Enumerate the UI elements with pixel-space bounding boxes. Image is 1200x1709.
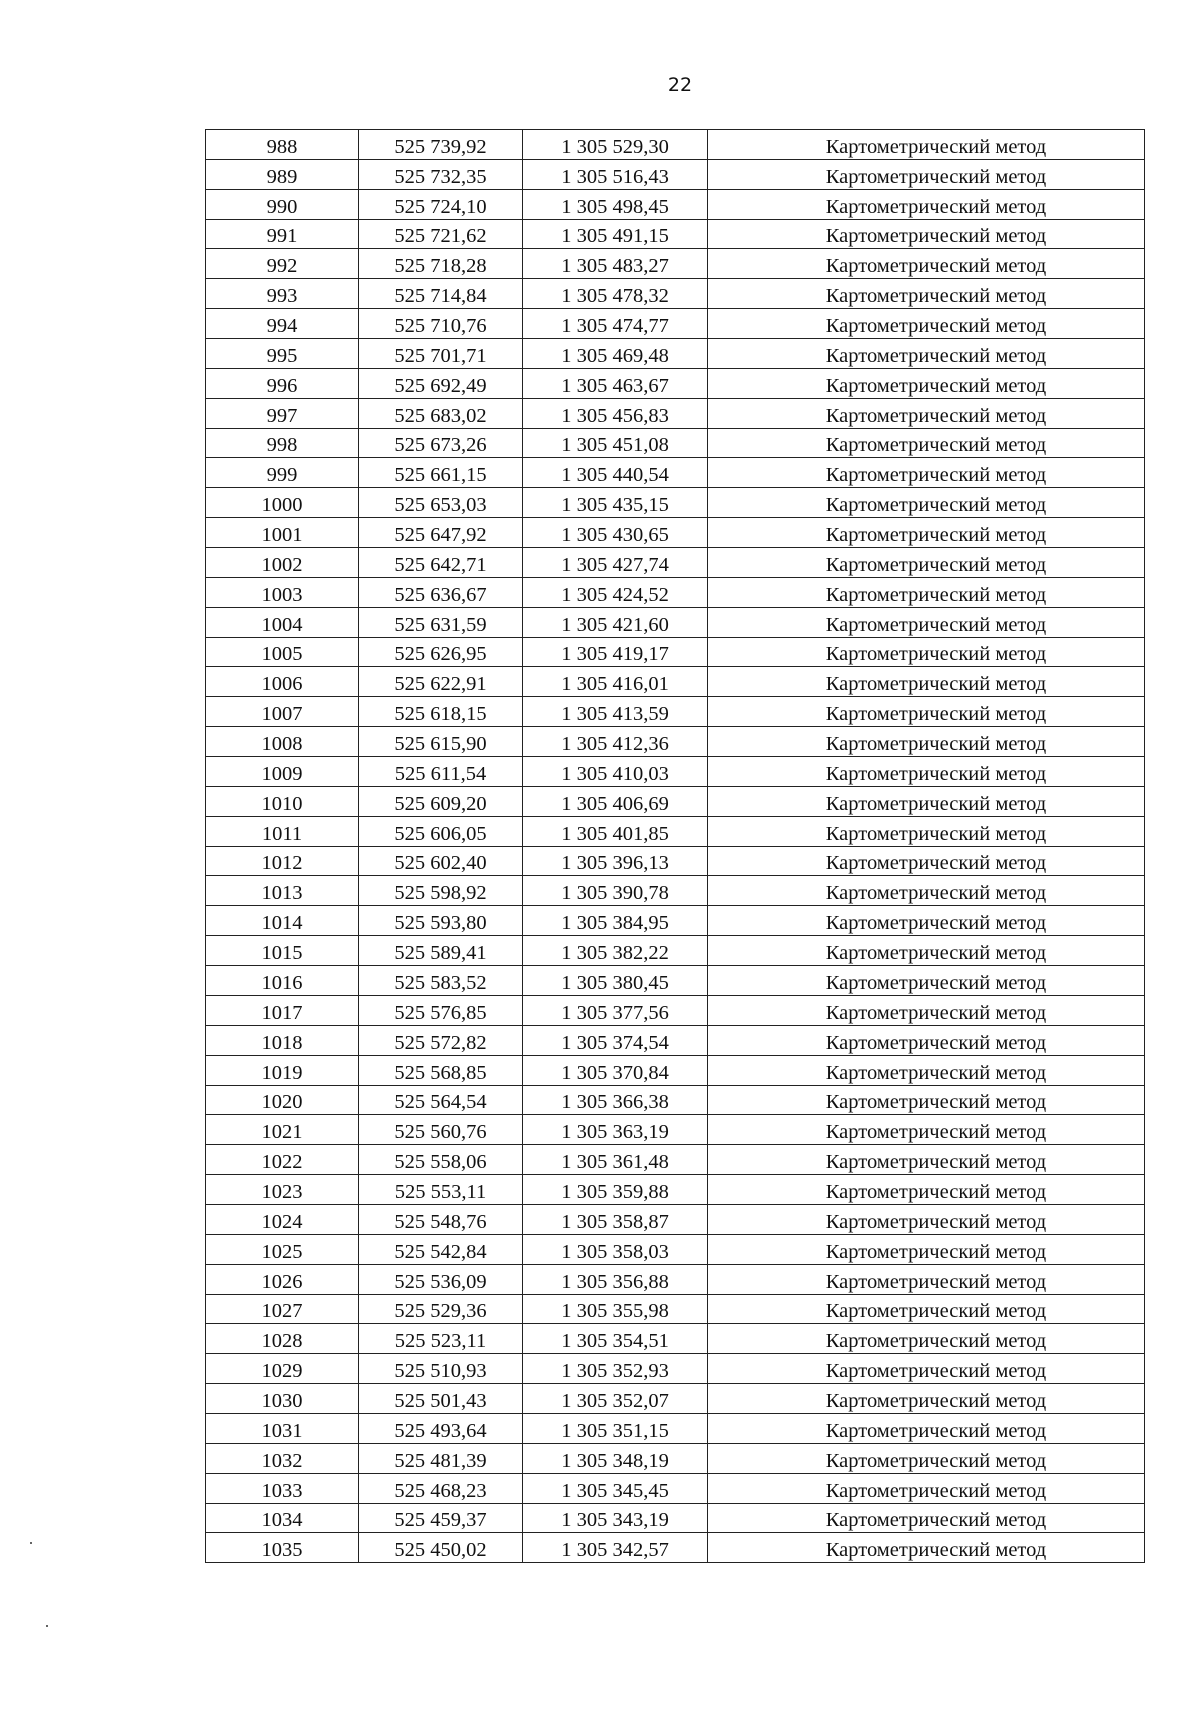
x-coordinate-cell: 525 618,15 xyxy=(359,697,523,727)
table-row xyxy=(206,577,1145,607)
y-coordinate-cell: 1 305 396,13 xyxy=(523,846,708,876)
table-row xyxy=(206,458,1145,488)
x-coordinate-cell: 525 606,05 xyxy=(359,816,523,846)
method-cell: Картометрический метод xyxy=(708,1413,1145,1443)
y-coordinate-cell: 1 305 382,22 xyxy=(523,936,708,966)
table-row xyxy=(206,130,1145,160)
y-coordinate-cell: 1 305 435,15 xyxy=(523,488,708,518)
y-coordinate-cell: 1 305 430,65 xyxy=(523,518,708,548)
table-row xyxy=(206,846,1145,876)
method-cell: Картометрический метод xyxy=(708,1384,1145,1414)
x-coordinate-cell: 525 536,09 xyxy=(359,1264,523,1294)
y-coordinate-cell: 1 305 352,93 xyxy=(523,1354,708,1384)
y-coordinate-cell: 1 305 352,07 xyxy=(523,1384,708,1414)
table-row xyxy=(206,1443,1145,1473)
table-row xyxy=(206,189,1145,219)
table-row xyxy=(206,786,1145,816)
point-number-cell: 1007 xyxy=(206,697,359,727)
table-row xyxy=(206,1533,1145,1563)
y-coordinate-cell: 1 305 498,45 xyxy=(523,189,708,219)
x-coordinate-cell: 525 642,71 xyxy=(359,548,523,578)
table-row xyxy=(206,249,1145,279)
table-row xyxy=(206,637,1145,667)
table-row xyxy=(206,816,1145,846)
point-number-cell: 994 xyxy=(206,309,359,339)
point-number-cell: 1033 xyxy=(206,1473,359,1503)
point-number-cell: 1026 xyxy=(206,1264,359,1294)
table-row xyxy=(206,876,1145,906)
method-cell: Картометрический метод xyxy=(708,548,1145,578)
point-number-cell: 1023 xyxy=(206,1175,359,1205)
table-row xyxy=(206,548,1145,578)
table-row xyxy=(206,219,1145,249)
method-cell: Картометрический метод xyxy=(708,488,1145,518)
table-row xyxy=(206,1324,1145,1354)
y-coordinate-cell: 1 305 343,19 xyxy=(523,1503,708,1533)
point-number-cell: 1025 xyxy=(206,1234,359,1264)
table-row xyxy=(206,1413,1145,1443)
method-cell: Картометрический метод xyxy=(708,1085,1145,1115)
method-cell: Картометрический метод xyxy=(708,189,1145,219)
y-coordinate-cell: 1 305 463,67 xyxy=(523,368,708,398)
point-number-cell: 1008 xyxy=(206,727,359,757)
x-coordinate-cell: 525 560,76 xyxy=(359,1115,523,1145)
method-cell: Картометрический метод xyxy=(708,1025,1145,1055)
method-cell: Картометрический метод xyxy=(708,219,1145,249)
method-cell: Картометрический метод xyxy=(708,607,1145,637)
y-coordinate-cell: 1 305 363,19 xyxy=(523,1115,708,1145)
table-row xyxy=(206,159,1145,189)
y-coordinate-cell: 1 305 456,83 xyxy=(523,398,708,428)
y-coordinate-cell: 1 305 440,54 xyxy=(523,458,708,488)
point-number-cell: 1011 xyxy=(206,816,359,846)
y-coordinate-cell: 1 305 359,88 xyxy=(523,1175,708,1205)
y-coordinate-cell: 1 305 384,95 xyxy=(523,906,708,936)
y-coordinate-cell: 1 305 366,38 xyxy=(523,1085,708,1115)
x-coordinate-cell: 525 683,02 xyxy=(359,398,523,428)
method-cell: Картометрический метод xyxy=(708,697,1145,727)
y-coordinate-cell: 1 305 348,19 xyxy=(523,1443,708,1473)
y-coordinate-cell: 1 305 410,03 xyxy=(523,757,708,787)
method-cell: Картометрический метод xyxy=(708,846,1145,876)
point-number-cell: 1031 xyxy=(206,1413,359,1443)
x-coordinate-cell: 525 622,91 xyxy=(359,667,523,697)
y-coordinate-cell: 1 305 416,01 xyxy=(523,667,708,697)
method-cell: Картометрический метод xyxy=(708,518,1145,548)
point-number-cell: 1022 xyxy=(206,1145,359,1175)
y-coordinate-cell: 1 305 390,78 xyxy=(523,876,708,906)
point-number-cell: 1034 xyxy=(206,1503,359,1533)
point-number-cell: 1018 xyxy=(206,1025,359,1055)
scan-speck xyxy=(30,1542,32,1544)
x-coordinate-cell: 525 673,26 xyxy=(359,428,523,458)
x-coordinate-cell: 525 542,84 xyxy=(359,1234,523,1264)
y-coordinate-cell: 1 305 401,85 xyxy=(523,816,708,846)
point-number-cell: 1020 xyxy=(206,1085,359,1115)
x-coordinate-cell: 525 611,54 xyxy=(359,757,523,787)
method-cell: Картометрический метод xyxy=(708,1145,1145,1175)
method-cell: Картометрический метод xyxy=(708,249,1145,279)
x-coordinate-cell: 525 450,02 xyxy=(359,1533,523,1563)
y-coordinate-cell: 1 305 406,69 xyxy=(523,786,708,816)
method-cell: Картометрический метод xyxy=(708,727,1145,757)
method-cell: Картометрический метод xyxy=(708,1264,1145,1294)
method-cell: Картометрический метод xyxy=(708,1503,1145,1533)
y-coordinate-cell: 1 305 342,57 xyxy=(523,1533,708,1563)
x-coordinate-cell: 525 468,23 xyxy=(359,1473,523,1503)
x-coordinate-cell: 525 510,93 xyxy=(359,1354,523,1384)
coordinates-table-body xyxy=(206,130,1145,1563)
x-coordinate-cell: 525 568,85 xyxy=(359,1055,523,1085)
x-coordinate-cell: 525 718,28 xyxy=(359,249,523,279)
x-coordinate-cell: 525 626,95 xyxy=(359,637,523,667)
method-cell: Картометрический метод xyxy=(708,339,1145,369)
table-row xyxy=(206,1115,1145,1145)
method-cell: Картометрический метод xyxy=(708,398,1145,428)
method-cell: Картометрический метод xyxy=(708,279,1145,309)
point-number-cell: 1024 xyxy=(206,1204,359,1234)
method-cell: Картометрический метод xyxy=(708,667,1145,697)
point-number-cell: 1029 xyxy=(206,1354,359,1384)
table-row xyxy=(206,1294,1145,1324)
method-cell: Картометрический метод xyxy=(708,906,1145,936)
y-coordinate-cell: 1 305 354,51 xyxy=(523,1324,708,1354)
table-row xyxy=(206,398,1145,428)
method-cell: Картометрический метод xyxy=(708,1204,1145,1234)
x-coordinate-cell: 525 589,41 xyxy=(359,936,523,966)
table-row xyxy=(206,1354,1145,1384)
x-coordinate-cell: 525 548,76 xyxy=(359,1204,523,1234)
table-row xyxy=(206,936,1145,966)
point-number-cell: 993 xyxy=(206,279,359,309)
point-number-cell: 1015 xyxy=(206,936,359,966)
x-coordinate-cell: 525 558,06 xyxy=(359,1145,523,1175)
table-row xyxy=(206,488,1145,518)
point-number-cell: 1010 xyxy=(206,786,359,816)
y-coordinate-cell: 1 305 474,77 xyxy=(523,309,708,339)
table-row xyxy=(206,757,1145,787)
point-number-cell: 1030 xyxy=(206,1384,359,1414)
y-coordinate-cell: 1 305 491,15 xyxy=(523,219,708,249)
table-row xyxy=(206,966,1145,996)
method-cell: Картометрический метод xyxy=(708,637,1145,667)
y-coordinate-cell: 1 305 374,54 xyxy=(523,1025,708,1055)
x-coordinate-cell: 525 523,11 xyxy=(359,1324,523,1354)
y-coordinate-cell: 1 305 421,60 xyxy=(523,607,708,637)
point-number-cell: 998 xyxy=(206,428,359,458)
x-coordinate-cell: 525 653,03 xyxy=(359,488,523,518)
x-coordinate-cell: 525 598,92 xyxy=(359,876,523,906)
method-cell: Картометрический метод xyxy=(708,1055,1145,1085)
x-coordinate-cell: 525 739,92 xyxy=(359,130,523,160)
method-cell: Картометрический метод xyxy=(708,757,1145,787)
point-number-cell: 988 xyxy=(206,130,359,160)
y-coordinate-cell: 1 305 451,08 xyxy=(523,428,708,458)
table-row xyxy=(206,667,1145,697)
table-row xyxy=(206,1055,1145,1085)
x-coordinate-cell: 525 481,39 xyxy=(359,1443,523,1473)
table-row xyxy=(206,697,1145,727)
method-cell: Картометрический метод xyxy=(708,786,1145,816)
y-coordinate-cell: 1 305 516,43 xyxy=(523,159,708,189)
page-number: 22 xyxy=(667,74,693,96)
method-cell: Картометрический метод xyxy=(708,966,1145,996)
method-cell: Картометрический метод xyxy=(708,428,1145,458)
method-cell: Картометрический метод xyxy=(708,1175,1145,1205)
x-coordinate-cell: 525 459,37 xyxy=(359,1503,523,1533)
coordinates-table xyxy=(205,129,1145,1563)
y-coordinate-cell: 1 305 427,74 xyxy=(523,548,708,578)
point-number-cell: 1001 xyxy=(206,518,359,548)
y-coordinate-cell: 1 305 356,88 xyxy=(523,1264,708,1294)
point-number-cell: 990 xyxy=(206,189,359,219)
point-number-cell: 1035 xyxy=(206,1533,359,1563)
x-coordinate-cell: 525 501,43 xyxy=(359,1384,523,1414)
table-row xyxy=(206,1204,1145,1234)
x-coordinate-cell: 525 593,80 xyxy=(359,906,523,936)
point-number-cell: 1032 xyxy=(206,1443,359,1473)
x-coordinate-cell: 525 647,92 xyxy=(359,518,523,548)
point-number-cell: 1004 xyxy=(206,607,359,637)
y-coordinate-cell: 1 305 483,27 xyxy=(523,249,708,279)
point-number-cell: 989 xyxy=(206,159,359,189)
y-coordinate-cell: 1 305 358,87 xyxy=(523,1204,708,1234)
table-row xyxy=(206,1473,1145,1503)
x-coordinate-cell: 525 529,36 xyxy=(359,1294,523,1324)
y-coordinate-cell: 1 305 424,52 xyxy=(523,577,708,607)
point-number-cell: 992 xyxy=(206,249,359,279)
x-coordinate-cell: 525 583,52 xyxy=(359,966,523,996)
method-cell: Картометрический метод xyxy=(708,159,1145,189)
point-number-cell: 1027 xyxy=(206,1294,359,1324)
method-cell: Картометрический метод xyxy=(708,130,1145,160)
method-cell: Картометрический метод xyxy=(708,1473,1145,1503)
method-cell: Картометрический метод xyxy=(708,1354,1145,1384)
point-number-cell: 1019 xyxy=(206,1055,359,1085)
y-coordinate-cell: 1 305 529,30 xyxy=(523,130,708,160)
y-coordinate-cell: 1 305 355,98 xyxy=(523,1294,708,1324)
point-number-cell: 995 xyxy=(206,339,359,369)
point-number-cell: 1013 xyxy=(206,876,359,906)
x-coordinate-cell: 525 576,85 xyxy=(359,995,523,1025)
table-row xyxy=(206,368,1145,398)
x-coordinate-cell: 525 553,11 xyxy=(359,1175,523,1205)
y-coordinate-cell: 1 305 370,84 xyxy=(523,1055,708,1085)
method-cell: Картометрический метод xyxy=(708,1115,1145,1145)
table-row xyxy=(206,1503,1145,1533)
point-number-cell: 999 xyxy=(206,458,359,488)
y-coordinate-cell: 1 305 380,45 xyxy=(523,966,708,996)
table-row xyxy=(206,906,1145,936)
point-number-cell: 1002 xyxy=(206,548,359,578)
x-coordinate-cell: 525 692,49 xyxy=(359,368,523,398)
x-coordinate-cell: 525 732,35 xyxy=(359,159,523,189)
y-coordinate-cell: 1 305 469,48 xyxy=(523,339,708,369)
point-number-cell: 1000 xyxy=(206,488,359,518)
x-coordinate-cell: 525 615,90 xyxy=(359,727,523,757)
x-coordinate-cell: 525 609,20 xyxy=(359,786,523,816)
table-row xyxy=(206,339,1145,369)
method-cell: Картометрический метод xyxy=(708,458,1145,488)
method-cell: Картометрический метод xyxy=(708,1324,1145,1354)
x-coordinate-cell: 525 714,84 xyxy=(359,279,523,309)
method-cell: Картометрический метод xyxy=(708,876,1145,906)
x-coordinate-cell: 525 710,76 xyxy=(359,309,523,339)
method-cell: Картометрический метод xyxy=(708,309,1145,339)
x-coordinate-cell: 525 636,67 xyxy=(359,577,523,607)
point-number-cell: 1016 xyxy=(206,966,359,996)
y-coordinate-cell: 1 305 478,32 xyxy=(523,279,708,309)
table-row xyxy=(206,518,1145,548)
x-coordinate-cell: 525 661,15 xyxy=(359,458,523,488)
x-coordinate-cell: 525 721,62 xyxy=(359,219,523,249)
x-coordinate-cell: 525 724,10 xyxy=(359,189,523,219)
table-row xyxy=(206,1025,1145,1055)
x-coordinate-cell: 525 602,40 xyxy=(359,846,523,876)
x-coordinate-cell: 525 493,64 xyxy=(359,1413,523,1443)
table-row xyxy=(206,279,1145,309)
point-number-cell: 1012 xyxy=(206,846,359,876)
table-row xyxy=(206,1264,1145,1294)
y-coordinate-cell: 1 305 413,59 xyxy=(523,697,708,727)
table-row xyxy=(206,428,1145,458)
method-cell: Картометрический метод xyxy=(708,816,1145,846)
point-number-cell: 1003 xyxy=(206,577,359,607)
table-row xyxy=(206,995,1145,1025)
table-row xyxy=(206,727,1145,757)
point-number-cell: 1005 xyxy=(206,637,359,667)
point-number-cell: 1028 xyxy=(206,1324,359,1354)
y-coordinate-cell: 1 305 358,03 xyxy=(523,1234,708,1264)
point-number-cell: 1021 xyxy=(206,1115,359,1145)
point-number-cell: 1017 xyxy=(206,995,359,1025)
method-cell: Картометрический метод xyxy=(708,577,1145,607)
x-coordinate-cell: 525 631,59 xyxy=(359,607,523,637)
y-coordinate-cell: 1 305 351,15 xyxy=(523,1413,708,1443)
scan-speck xyxy=(46,1625,48,1627)
point-number-cell: 1009 xyxy=(206,757,359,787)
table-row xyxy=(206,1175,1145,1205)
method-cell: Картометрический метод xyxy=(708,1533,1145,1563)
method-cell: Картометрический метод xyxy=(708,1294,1145,1324)
method-cell: Картометрический метод xyxy=(708,936,1145,966)
point-number-cell: 996 xyxy=(206,368,359,398)
table-row xyxy=(206,1145,1145,1175)
method-cell: Картометрический метод xyxy=(708,995,1145,1025)
y-coordinate-cell: 1 305 419,17 xyxy=(523,637,708,667)
point-number-cell: 991 xyxy=(206,219,359,249)
table-row xyxy=(206,1384,1145,1414)
y-coordinate-cell: 1 305 345,45 xyxy=(523,1473,708,1503)
point-number-cell: 1014 xyxy=(206,906,359,936)
table-row xyxy=(206,309,1145,339)
y-coordinate-cell: 1 305 377,56 xyxy=(523,995,708,1025)
x-coordinate-cell: 525 564,54 xyxy=(359,1085,523,1115)
table-row xyxy=(206,1085,1145,1115)
y-coordinate-cell: 1 305 361,48 xyxy=(523,1145,708,1175)
point-number-cell: 1006 xyxy=(206,667,359,697)
table-row xyxy=(206,1234,1145,1264)
method-cell: Картометрический метод xyxy=(708,1443,1145,1473)
table-row xyxy=(206,607,1145,637)
method-cell: Картометрический метод xyxy=(708,368,1145,398)
x-coordinate-cell: 525 701,71 xyxy=(359,339,523,369)
y-coordinate-cell: 1 305 412,36 xyxy=(523,727,708,757)
point-number-cell: 997 xyxy=(206,398,359,428)
method-cell: Картометрический метод xyxy=(708,1234,1145,1264)
x-coordinate-cell: 525 572,82 xyxy=(359,1025,523,1055)
